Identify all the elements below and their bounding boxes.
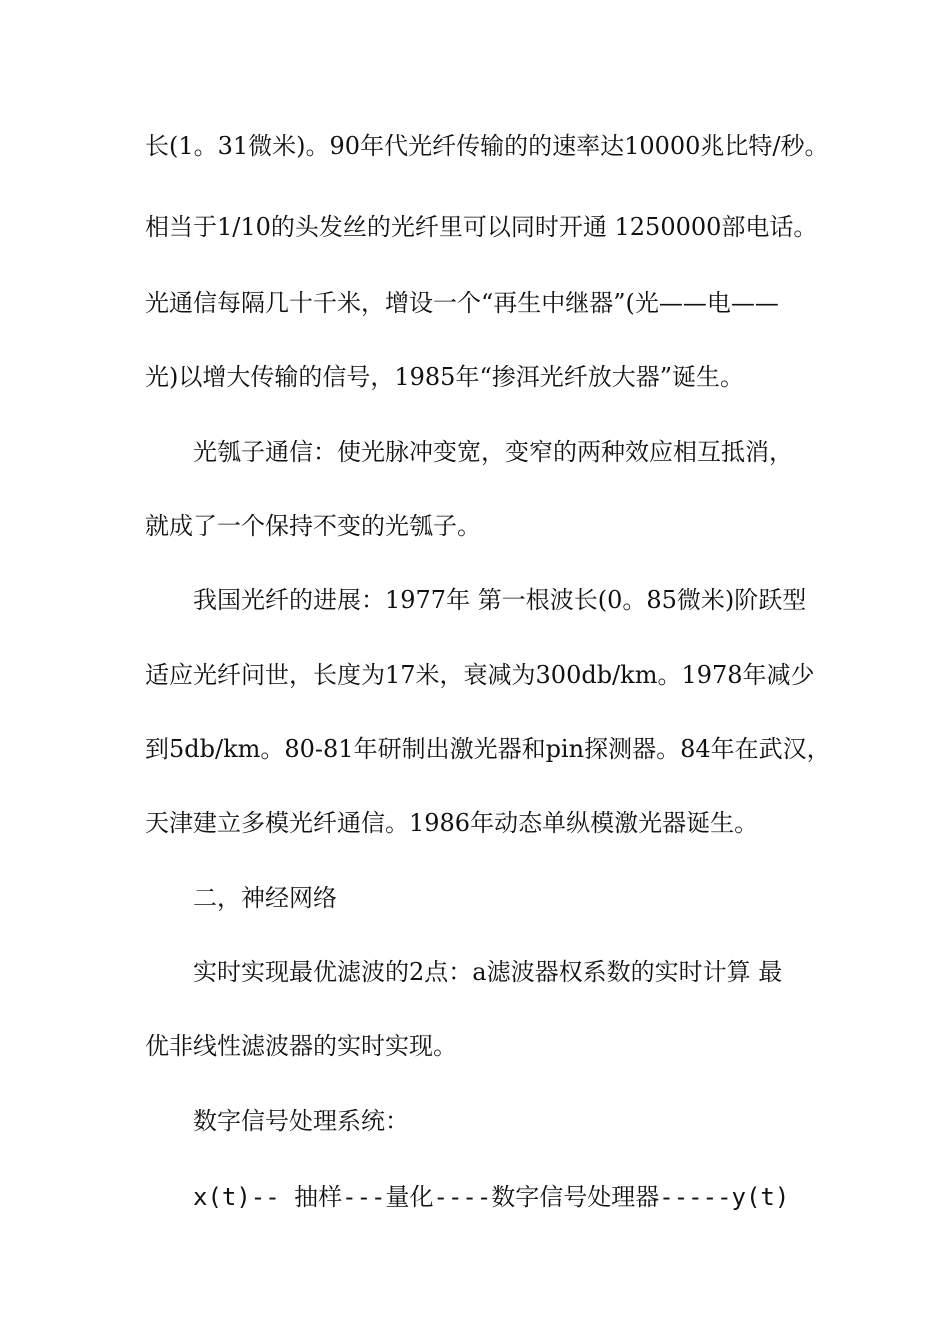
text-line-13: 优非线性滤波器的实时实现。: [145, 1032, 457, 1060]
text-line-5: 光瓠子通信：使光脉冲变宽，变窄的两种效应相互抵消，: [193, 438, 793, 466]
text-line-4: 光)以增大传输的信号，1985年“掺洱光纤放大器”诞生。: [145, 363, 744, 391]
text-line-7: 我国光纤的进展：1977年 第一根波长(0。85微米)阶跃型: [193, 586, 807, 614]
text-line-2: 相当于1/10的头发丝的光纤里可以同时开通 1250000部电话。: [145, 213, 818, 241]
text-line-9: 到5db/km。80-81年研制出激光器和pin探测器。84年在武汉，: [145, 735, 831, 763]
text-line-14: 数字信号处理系统：: [193, 1107, 409, 1135]
text-line-6: 就成了一个保持不变的光瓠子。: [145, 512, 481, 540]
text-line-12: 实时实现最优滤波的2点：a滤波器权系数的实时计算 最: [193, 958, 783, 986]
text-line-10: 天津建立多模光纤通信。1986年动态单纵模激光器诞生。: [145, 809, 759, 837]
text-line-1: 长(1。31微米)。90年代光纤传输的的速率达10000兆比特/秒。: [145, 132, 829, 160]
text-line-8: 适应光纤问世，长度为17米，衰减为300db/km。1978年减少: [145, 661, 815, 689]
text-line-3: 光通信每隔几十千米，增设一个“再生中继器”(光——电——: [145, 289, 779, 317]
signal-flow-line: x(t)-- 抽样---量化----数字信号处理器-----y(t): [193, 1183, 790, 1211]
section-heading: 二，神经网络: [193, 884, 337, 912]
